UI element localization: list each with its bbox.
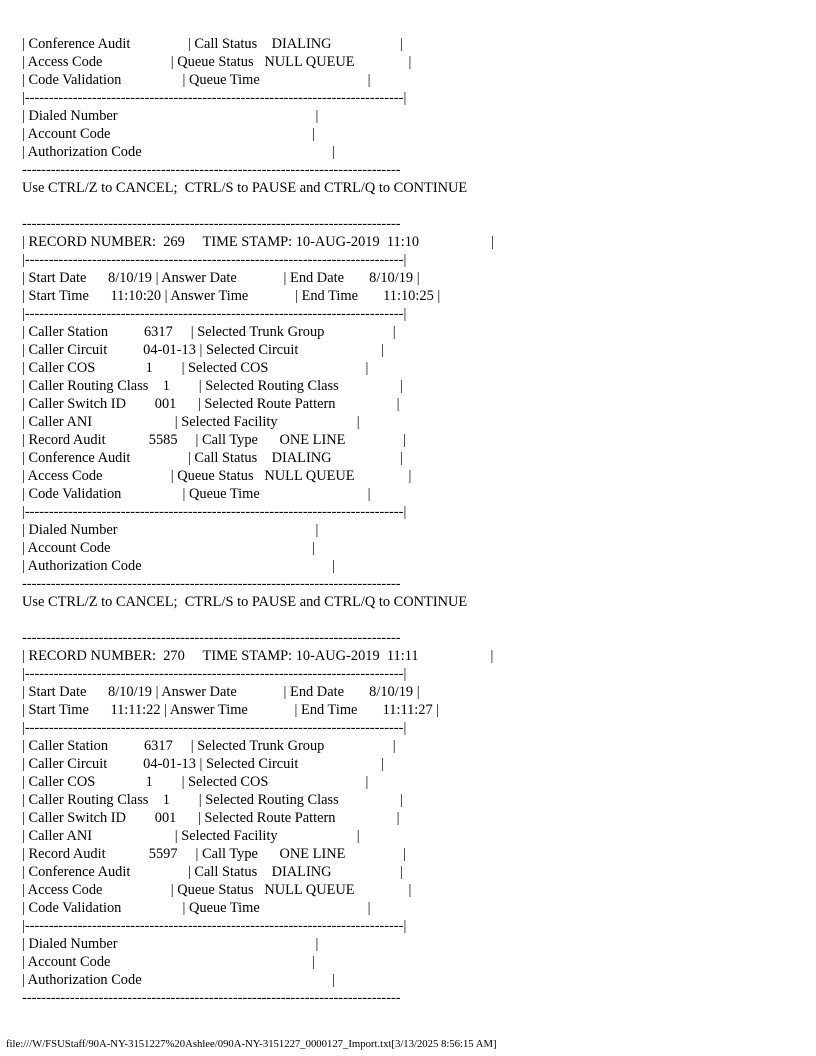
record-line: | Caller ANI | Selected Facility |	[22, 414, 360, 430]
record-line: | Start Time 11:11:22 | Answer Time | End Time 11:11:27 |	[22, 702, 440, 718]
record-separator: |-------------------------------------------------------------------------------|	[22, 306, 407, 322]
record-line: | Start Time 11:10:20 | Answer Time | End Time 11:10:25 |	[22, 288, 441, 304]
record-line: | Access Code | Queue Status NULL QUEUE |	[22, 54, 412, 70]
record-line: | Access Code | Queue Status NULL QUEUE |	[22, 882, 412, 898]
record-separator: |-------------------------------------------------------------------------------|	[22, 504, 407, 520]
record-line: | Conference Audit | Call Status DIALING |	[22, 36, 403, 52]
record-line: | Record Audit 5597 | Call Type ONE LINE |	[22, 846, 406, 862]
record-line: | Caller Routing Class 1 | Selected Routing Class |	[22, 792, 403, 808]
record-line: | Dialed Number |	[22, 522, 319, 538]
record-line: | Start Date 8/10/19 | Answer Date | End Date 8/10/19 |	[22, 270, 420, 286]
record-separator: -------------------------------------------------------------------------------	[22, 630, 401, 646]
record-line: | Authorization Code |	[22, 558, 336, 574]
record-separator: -------------------------------------------------------------------------------	[22, 162, 401, 178]
record-header: | RECORD NUMBER: 270 TIME STAMP: 10-AUG-2019 11:11 |	[22, 648, 494, 664]
record-separator: |-------------------------------------------------------------------------------|	[22, 666, 407, 682]
record-line: | Access Code | Queue Status NULL QUEUE |	[22, 468, 412, 484]
instruction-line: Use CTRL/Z to CANCEL; CTRL/S to PAUSE and CTRL/Q to CONTINUE	[22, 180, 468, 196]
record-line: | Caller Circuit 04-01-13 | Selected Circuit |	[22, 342, 384, 358]
record-line: | Authorization Code |	[22, 144, 336, 160]
record-separator: |-------------------------------------------------------------------------------|	[22, 90, 407, 106]
record-line: | Caller Station 6317 | Selected Trunk Group |	[22, 738, 396, 754]
record-line: | Caller Circuit 04-01-13 | Selected Circuit |	[22, 756, 384, 772]
record-separator: |-------------------------------------------------------------------------------|	[22, 720, 407, 736]
call-record	[22, 215, 494, 611]
record-separator: -------------------------------------------------------------------------------	[22, 216, 401, 232]
blank-line	[22, 197, 494, 215]
record-line: | Start Date 8/10/19 | Answer Date | End Date 8/10/19 |	[22, 684, 420, 700]
record-separator: -------------------------------------------------------------------------------	[22, 990, 401, 1006]
record-separator: |-------------------------------------------------------------------------------|	[22, 252, 407, 268]
record-line: | Account Code |	[22, 126, 315, 142]
instruction-line: Use CTRL/Z to CANCEL; CTRL/S to PAUSE and CTRL/Q to CONTINUE	[22, 594, 468, 610]
record-line: | Caller Switch ID 001 | Selected Route Pattern |	[22, 810, 400, 826]
record-line: | Conference Audit | Call Status DIALING |	[22, 864, 403, 880]
record-line: | Caller Switch ID 001 | Selected Route Pattern |	[22, 396, 400, 412]
record-line: | Caller COS 1 | Selected COS |	[22, 360, 369, 376]
record-line: | Dialed Number |	[22, 936, 319, 952]
record-line: | Caller Station 6317 | Selected Trunk Group |	[22, 324, 396, 340]
document-body	[22, 35, 494, 1007]
record-line: | Account Code |	[22, 954, 315, 970]
record-line: | Caller ANI | Selected Facility |	[22, 828, 360, 844]
record-line: | Record Audit 5585 | Call Type ONE LINE |	[22, 432, 406, 448]
record-line: | Caller COS 1 | Selected COS |	[22, 774, 369, 790]
record-line: | Caller Routing Class 1 | Selected Routing Class |	[22, 378, 403, 394]
record-separator: |-------------------------------------------------------------------------------|	[22, 918, 407, 934]
record-header: | RECORD NUMBER: 269 TIME STAMP: 10-AUG-2019 11:10 |	[22, 234, 494, 250]
call-record	[22, 629, 494, 1007]
record-line: | Dialed Number |	[22, 108, 319, 124]
blank-line	[22, 611, 494, 629]
record-line: | Conference Audit | Call Status DIALING |	[22, 450, 403, 466]
record-line: | Code Validation | Queue Time |	[22, 900, 371, 916]
record-fragment	[22, 35, 494, 197]
record-line: | Account Code |	[22, 540, 315, 556]
record-line: | Authorization Code |	[22, 972, 336, 988]
record-line: | Code Validation | Queue Time |	[22, 486, 371, 502]
record-separator: -------------------------------------------------------------------------------	[22, 576, 401, 592]
file-path-footer: file:///W/FSUStaff/90A-NY-3151227%20Ashlee/090A-NY-3151227_0000127_Import.txt[3/13/2025 8:56:15 AM]	[6, 1038, 497, 1050]
record-line: | Code Validation | Queue Time |	[22, 72, 371, 88]
